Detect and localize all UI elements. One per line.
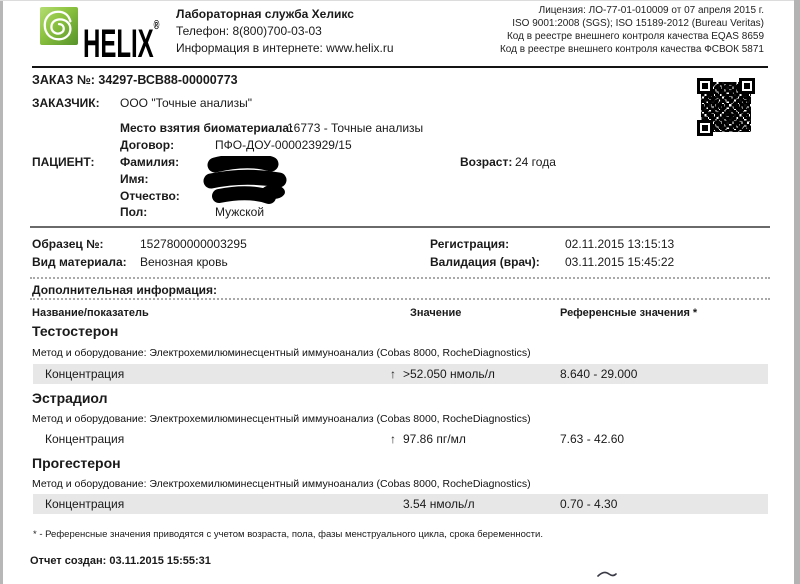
test-name: Прогестерон xyxy=(32,455,121,471)
result-row xyxy=(33,494,768,514)
lab-website: Информация в интернете: www.helix.ru xyxy=(176,41,394,55)
biomaterial-place-label: Место взятия биоматериала: xyxy=(120,121,294,135)
helix-logo-icon xyxy=(40,7,78,45)
contract-label: Договор: xyxy=(120,138,175,152)
parameter-name: Концентрация xyxy=(45,497,125,511)
order-label: ЗАКАЗ №: xyxy=(32,73,95,87)
lab-contact-block xyxy=(176,6,394,57)
reference-range: 7.63 - 42.60 xyxy=(560,432,625,446)
page-top-edge xyxy=(0,0,800,1)
license-line: Код в реестре внешнего контроля качества ФСВОК 5871 xyxy=(499,44,764,55)
order-number-line xyxy=(32,73,238,87)
test-name: Тестостерон xyxy=(32,323,119,339)
value-text: 3.54 нмоль/л xyxy=(403,497,475,511)
header-divider xyxy=(32,66,768,68)
license-line: ISO 9001:2008 (SGS); ISO 15189-2012 (Bureau Veritas) xyxy=(512,18,764,29)
result-value xyxy=(390,494,475,514)
reference-footnote: * - Референсные значения приводятся с учетом возраста, пола, фазы менструального цикла, срока беременности. xyxy=(33,529,543,540)
license-line: Лицензия: ЛО-77-01-010009 от 07 апреля 2015 г. xyxy=(538,5,764,16)
col-header-reference: Референсные значения * xyxy=(560,307,698,319)
lab-name: Лабораторная служба Хеликс xyxy=(176,7,354,21)
report-created-line xyxy=(30,555,211,567)
license-block xyxy=(500,4,764,56)
age-value: 24 года xyxy=(515,155,556,169)
result-row xyxy=(33,364,768,384)
report-created-label: Отчет создан: xyxy=(30,555,107,567)
test-method: Метод и оборудование: Электрохемилюминесцентный иммуноанализ (Cobas 8000, RocheDiagnostics) xyxy=(32,347,531,359)
test-method: Метод и оборудование: Электрохемилюминесцентный иммуноанализ (Cobas 8000, RocheDiagnostics) xyxy=(32,478,531,490)
value-text: 97.86 пг/мл xyxy=(403,432,466,446)
reference-range: 8.640 - 29.000 xyxy=(560,367,638,381)
squiggle-mark xyxy=(596,569,618,579)
scrollbar[interactable] xyxy=(794,0,800,584)
customer-value: ООО "Точные анализы" xyxy=(120,96,252,110)
page-left-edge xyxy=(0,0,3,584)
surname-label: Фамилия: xyxy=(120,155,180,169)
value-text: >52.050 нмоль/л xyxy=(403,367,495,381)
lab-phone: Телефон: 8(800)700-03-03 xyxy=(176,24,322,38)
result-row xyxy=(33,429,768,449)
result-value xyxy=(390,364,495,384)
col-header-name: Название/показатель xyxy=(32,307,149,319)
validation-label: Валидация (врач): xyxy=(430,255,540,269)
sample-number-value: 1527800000003295 xyxy=(140,237,247,251)
qr-finder-icon xyxy=(697,78,713,94)
patronymic-label: Отчество: xyxy=(120,189,180,203)
registration-label: Регистрация: xyxy=(430,237,510,251)
reference-range: 0.70 - 4.30 xyxy=(560,497,618,511)
sample-number-label: Образец №: xyxy=(32,237,104,251)
additional-info-label: Дополнительная информация: xyxy=(32,283,217,297)
sex-value: Мужской xyxy=(215,205,265,219)
redaction-mark xyxy=(203,156,293,206)
high-arrow-icon: ↑ xyxy=(390,367,396,381)
registered-mark: ® xyxy=(153,17,160,32)
logo-text: HELIX xyxy=(83,22,154,66)
qr-finder-icon xyxy=(697,120,713,136)
qr-finder-icon xyxy=(739,78,755,94)
result-value xyxy=(390,429,466,449)
high-arrow-icon: ↑ xyxy=(390,432,396,446)
name-label: Имя: xyxy=(120,172,149,186)
customer-label: ЗАКАЗЧИК: xyxy=(32,96,100,110)
helix-spiral-icon xyxy=(40,7,78,45)
qr-code xyxy=(697,78,755,136)
section-divider xyxy=(30,226,770,228)
registration-value: 02.11.2015 13:15:13 xyxy=(565,237,675,251)
material-label: Вид материала: xyxy=(32,255,127,269)
dotted-divider xyxy=(30,277,770,279)
parameter-name: Концентрация xyxy=(45,432,125,446)
validation-value: 03.11.2015 15:45:22 xyxy=(565,255,675,269)
patient-label: ПАЦИЕНТ: xyxy=(32,155,95,169)
parameter-name: Концентрация xyxy=(45,367,125,381)
biomaterial-place-value: 16773 - Точные анализы xyxy=(287,121,424,135)
col-header-value: Значение xyxy=(410,307,462,319)
sex-label: Пол: xyxy=(120,205,148,219)
test-name: Эстрадиол xyxy=(32,390,108,406)
order-number: 34297-ВСВ88-00000773 xyxy=(98,73,238,87)
test-method: Метод и оборудование: Электрохемилюминесцентный иммуноанализ (Cobas 8000, RocheDiagnostics) xyxy=(32,413,531,425)
material-value: Венозная кровь xyxy=(140,255,228,269)
age-label: Возраст: xyxy=(460,155,513,169)
contract-value: ПФО-ДОУ-000023929/15 xyxy=(215,138,352,152)
license-line: Код в реестре внешнего контроля качества EQAS 8659 xyxy=(506,31,764,42)
dotted-divider xyxy=(30,298,770,300)
helix-logo-word xyxy=(83,4,159,65)
report-created-value: 03.11.2015 15:55:31 xyxy=(109,555,211,567)
